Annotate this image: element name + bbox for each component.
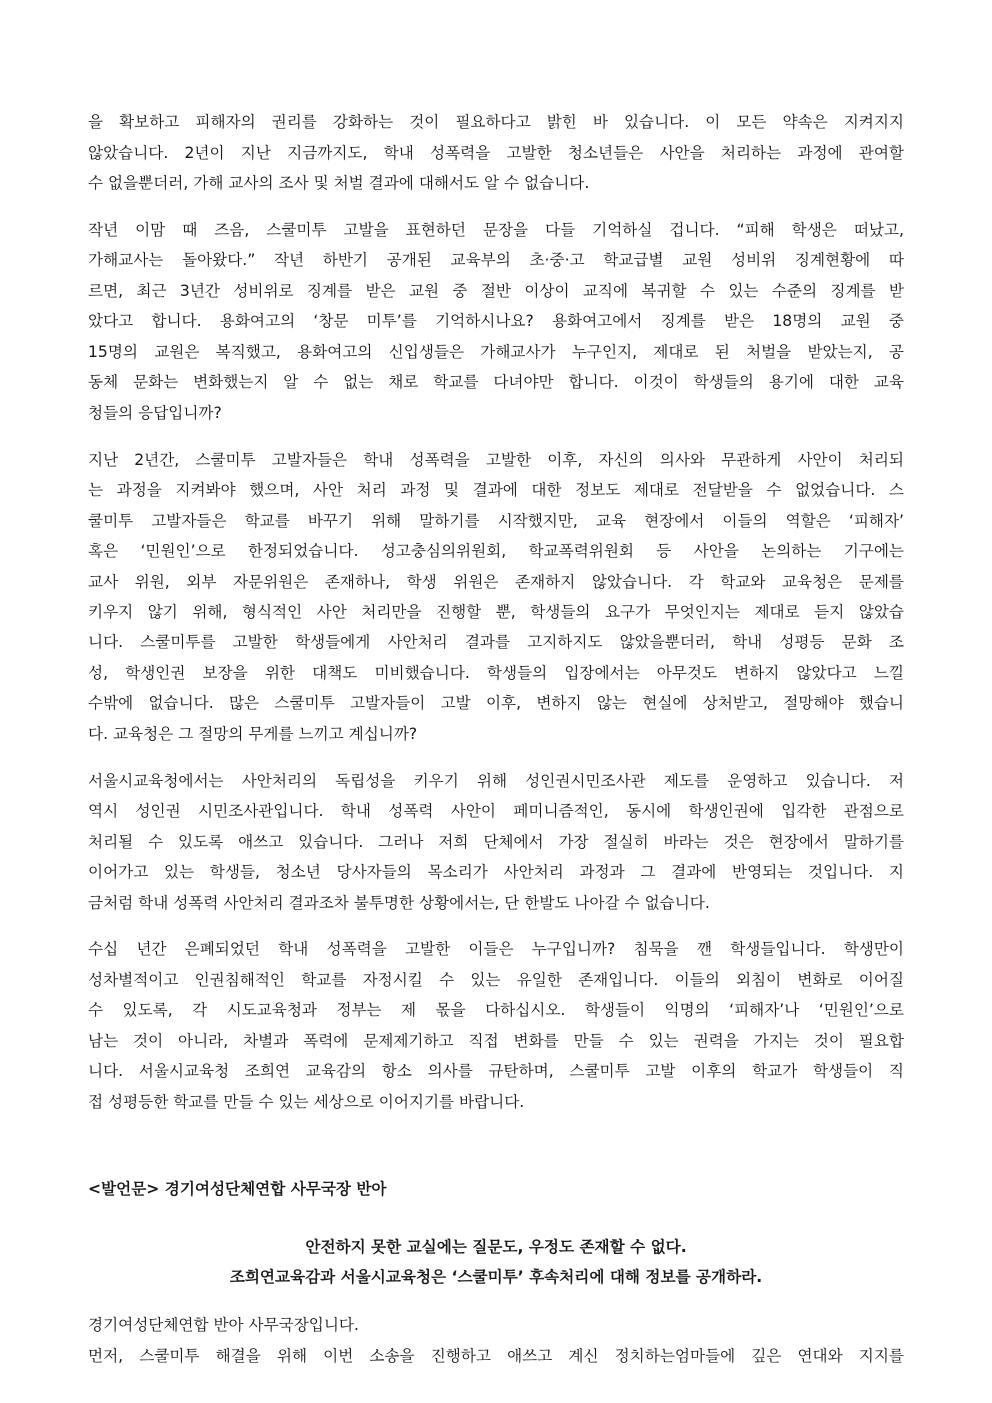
paragraph-line: 는 과정을 지켜봐야 했으며, 사안 처리 과정 및 결과에 대한 정보도 제대로 전달받을 수 없었습니다. 스 <box>88 481 904 499</box>
paragraph-line: 수 없을뿐더러, 가해 교사의 조사 및 처벌 결과에 대해서도 알 수 없습니다. <box>88 174 590 192</box>
paragraph-line: 동체 문화는 변화했는지 알 수 없는 채로 학교를 다녀야만 합니다. 이것이 학생들의 용기에 대한 교육 <box>88 373 904 391</box>
paragraph-line: 처리될 수 있도록 애쓰고 있습니다. 그러나 저희 단체에서 가장 절실히 바라는 것은 현장에서 말하기를 <box>88 833 904 851</box>
headline-line-2: 조희연교육감과 서울시교육청은 ‘스쿨미투’ 후속처리에 대해 정보를 공개하라. <box>229 1268 763 1286</box>
paragraph-line: 청들의 응답입니까? <box>88 404 222 422</box>
paragraph-line: 역시 성인권 시민조사관입니다. 학내 성폭력 사안이 페미니즘적인, 동시에 학생인권에 입각한 관점으로 <box>88 802 904 820</box>
paragraph-line: 성, 학생인권 보장을 위한 대책도 미비했습니다. 학생들의 입장에서는 아무것도 변하지 않았다고 느낄 <box>88 664 904 682</box>
paragraph-line: 르면, 최근 3년간 성비위로 징계를 받은 교원 중 절반 이상이 교직에 복귀할 수 있는 수준의 징계를 받 <box>88 282 904 300</box>
paragraph-line: 수 있도록, 각 시도교육청과 정부는 제 몫을 다하십시오. 학생들이 익명의 ‘피해자’나 ‘민원인’으로 <box>88 1001 904 1019</box>
paragraph-line: 교사 위원, 외부 자문위원은 존재하나, 학생 위원은 존재하지 않았습니다. 각 학교와 교육청은 문제를 <box>88 573 904 591</box>
paragraph-line: 금처럼 학내 성폭력 사안처리 결과조차 불투명한 상황에서는, 단 한발도 나아갈 수 없습니다. <box>88 894 710 912</box>
intro-line: 경기여성단체연합 반아 사무국장입니다. <box>88 1316 359 1334</box>
paragraph-line: 수십 년간 은폐되었던 학내 성폭력을 고발한 이들은 누구입니까? 침묵을 깬 학생들입니다. 학생만이 <box>88 940 904 958</box>
paragraph-line: 15명의 교원은 복직했고, 용화여고의 신입생들은 가해교사가 누구인지, 제대로 된 처벌을 받았는지, 공 <box>88 343 904 361</box>
paragraph-line: 않았습니다. 2년이 지난 지금까지도, 학내 성폭력을 고발한 청소년들은 사안을 처리하는 과정에 관여할 <box>88 144 904 162</box>
headline-line-1: 안전하지 못한 교실에는 질문도, 우정도 존재할 수 없다. <box>305 1238 687 1256</box>
paragraph-line: 이어가고 있는 학생들, 청소년 당사자들의 목소리가 사안처리 과정과 그 결과에 반영되는 것입니다. 지 <box>88 863 904 881</box>
paragraph-line: 혹은 ‘민원인’으로 한정되었습니다. 성고충심의위원회, 학교폭력위원회 등 사안을 논의하는 기구에는 <box>88 542 904 560</box>
paragraph-line: 작년 이맘 때 즈음, 스쿨미투 고발을 표현하던 문장을 다들 기억하실 겁니다. “피해 학생은 떠났고, <box>88 221 904 239</box>
intro-line: 먼저, 스쿨미투 해결을 위해 이번 소송을 진행하고 애쓰고 계신 정치하는엄마들에 깊은 연대와 지지를 <box>88 1347 904 1365</box>
paragraph-line: 남는 것이 아니라, 차별과 폭력에 문제제기하고 직접 변화를 만들 수 있는 권력을 가지는 것이 필요합 <box>88 1032 904 1050</box>
paragraph-line: 가해교사는 돌아왔다.” 작년 하반기 공개된 교육부의 초·중·고 학교급별 교원 성비위 징계현황에 따 <box>88 251 904 269</box>
paragraph-line: 았다고 합니다. 용화여고의 ‘창문 미투’를 기억하시나요? 용화여고에서 징계를 받은 18명의 교원 중 <box>88 312 904 330</box>
paragraph-line: 다. 교육청은 그 절망의 무게를 느끼고 계십니까? <box>88 725 418 743</box>
paragraph-line: 지난 2년간, 스쿨미투 고발자들은 학내 성폭력을 고발한 이후, 자신의 의사와 무관하게 사안이 처리되 <box>88 451 904 469</box>
paragraph-line: 수밖에 없습니다. 많은 스쿨미투 고발자들이 고발 이후, 변하지 않는 현실에 상처받고, 절망해야 했습니 <box>88 694 904 712</box>
paragraph-line: 접 성평등한 학교를 만들 수 있는 세상으로 이어지기를 바랍니다. <box>88 1093 525 1111</box>
paragraph-line: 성차별적이고 인권침해적인 학교를 자정시킬 수 있는 유일한 존재입니다. 이들의 외침이 변화로 이어질 <box>88 971 904 989</box>
statement-header: <발언문> 경기여성단체연합 사무국장 반아 <box>88 1180 387 1198</box>
paragraph-line: 을 확보하고 피해자의 권리를 강화하는 것이 필요하다고 밝힌 바 있습니다. 이 모든 약속은 지켜지지 <box>88 113 904 131</box>
paragraph-line: 니다. 서울시교육청 조희연 교육감의 항소 의사를 규탄하며, 스쿨미투 고발 이후의 학교가 학생들이 직 <box>88 1062 904 1080</box>
paragraph-line: 니다. 스쿨미투를 고발한 학생들에게 사안처리 결과를 고지하지도 않았을뿐더러, 학내 성평등 문화 조 <box>88 633 904 651</box>
paragraph-line: 서울시교육청에서는 사안처리의 독립성을 키우기 위해 성인권시민조사관 제도를 운영하고 있습니다. 저 <box>88 772 904 790</box>
paragraph-line: 키우지 않기 위해, 형식적인 사안 처리만을 진행할 뿐, 학생들의 요구가 무엇인지는 제대로 듣지 않았습 <box>88 603 904 621</box>
paragraph-line: 쿨미투 고발자들은 학교를 바꾸기 위해 말하기를 시작했지만, 교육 현장에서 이들의 역할은 ‘피해자’ <box>88 512 904 530</box>
